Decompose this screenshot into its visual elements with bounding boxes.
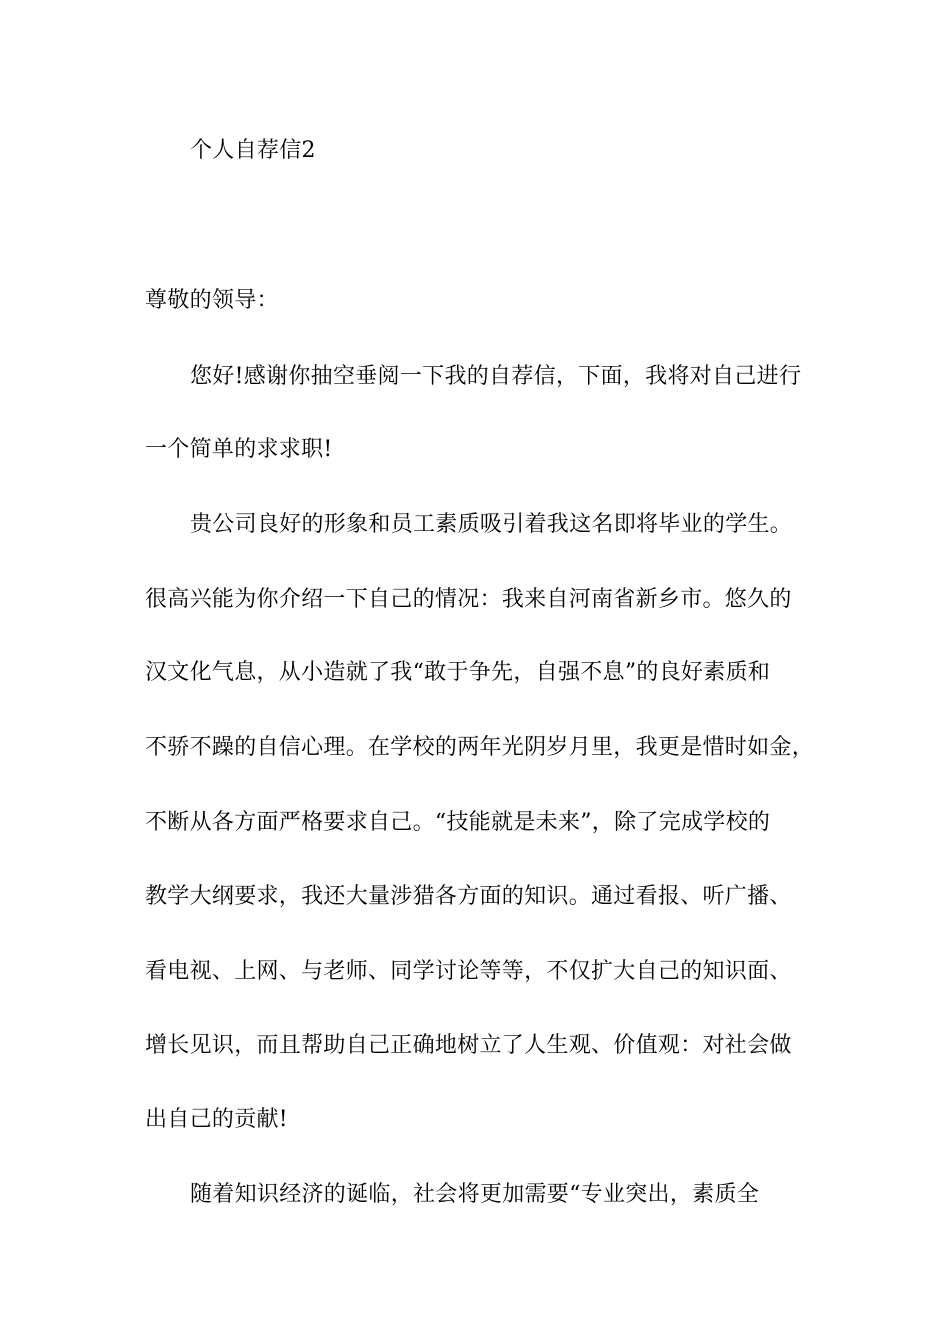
body-line: 教学大纲要求，我还大量涉猎各方面的知识。通过看报、听广播、 <box>145 884 792 909</box>
document-title: 个人自荐信2 <box>190 138 316 163</box>
body-line: 汉文化气息，从小造就了我“敢于争先，自强不息”的良好素质和 <box>145 660 771 685</box>
body-line: 一个简单的求求职! <box>145 437 333 462</box>
body-line: 增长见识，而且帮助自己正确地树立了人生观、价值观：对社会做 <box>145 1033 792 1058</box>
body-line: 出自己的贡献! <box>145 1107 288 1132</box>
body-line: 看电视、上网、与老师、同学讨论等等，不仅扩大自己的知识面、 <box>145 959 792 984</box>
body-line: 不骄不躁的自信心理。在学校的两年光阴岁月里，我更是惜时如金， <box>145 735 815 760</box>
body-line: 随着知识经济的诞临，社会将更加需要“专业突出，素质全 <box>190 1182 760 1207</box>
body-line: 您好!感谢你抽空垂阅一下我的自荐信，下面，我将对自己进行 <box>190 364 802 389</box>
body-line: 不断从各方面严格要求自己。“技能就是未来”，除了完成学校的 <box>145 810 771 835</box>
body-line: 很高兴能为你介绍一下自己的情况：我来自河南省新乡市。悠久的 <box>145 587 792 612</box>
body-line: 贵公司良好的形象和员工素质吸引着我这名即将毕业的学生。 <box>190 512 793 537</box>
salutation: 尊敬的领导： <box>145 288 279 313</box>
